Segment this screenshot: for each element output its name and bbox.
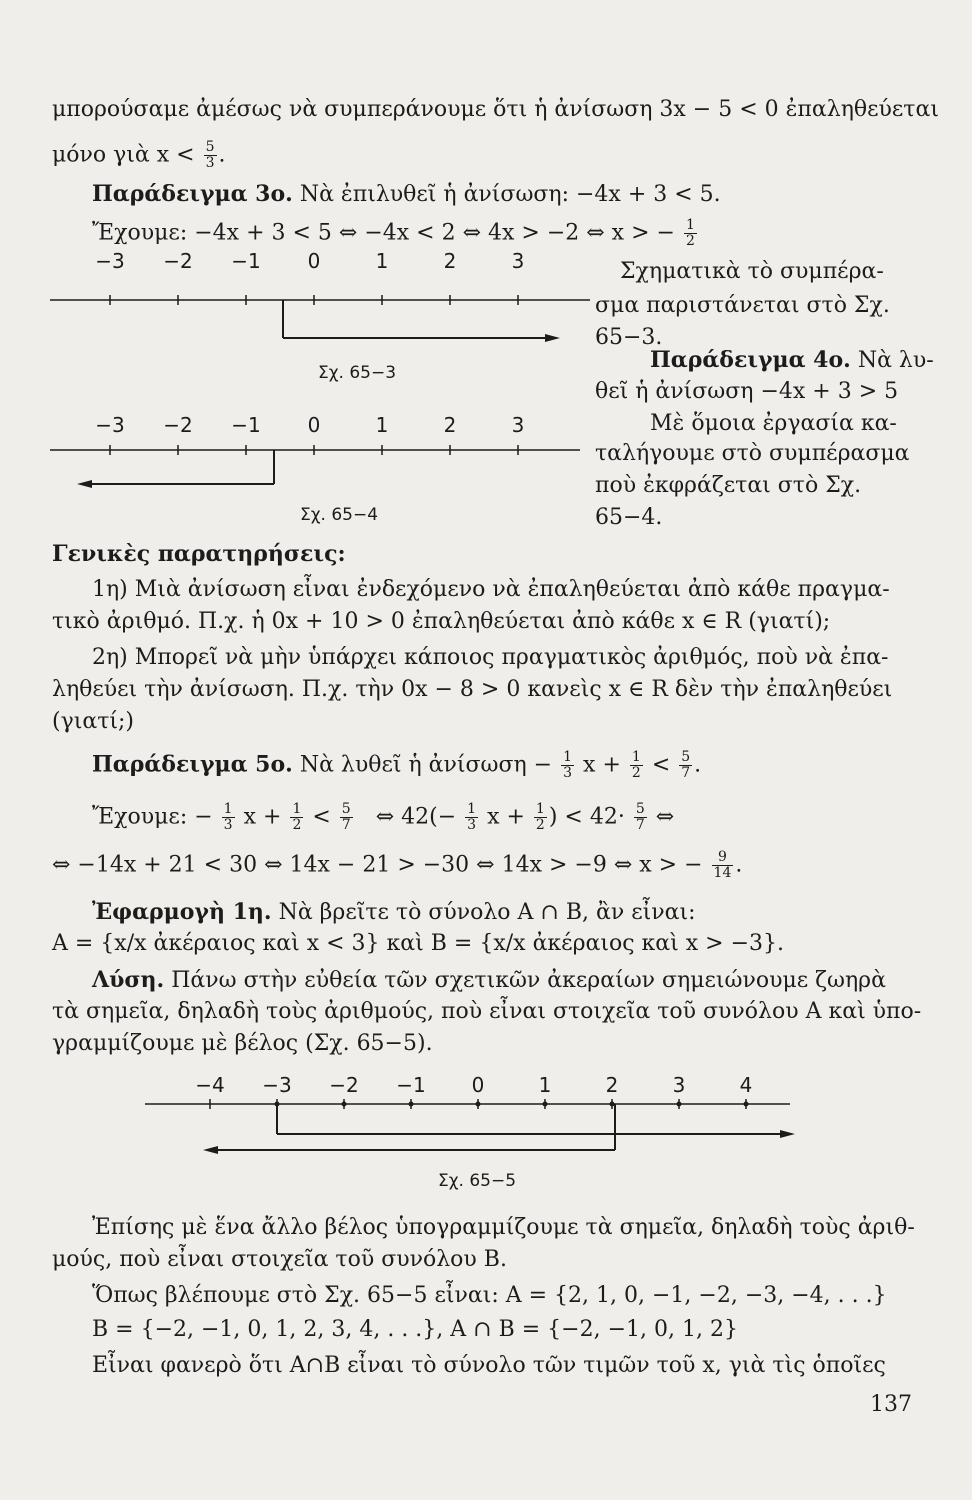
highlighted-point	[610, 1102, 615, 1107]
intro-line-2: μόνο γιὰ x < $\frac{5}{3}$ .	[52, 139, 226, 171]
tick-label: −2	[163, 413, 193, 437]
tick-label: −3	[95, 249, 125, 273]
after-line-5: Εἶναι φανερὸ ὅτι A∩B εἶναι τὸ σύνολο τῶν τιμῶν τοῦ x, γιὰ τὶς ὁποῖες	[92, 1353, 886, 1378]
tick-label: −4	[195, 1073, 225, 1097]
example-3-heading: Παράδειγμα 3ο.	[92, 181, 293, 207]
highlighted-point	[677, 1102, 682, 1107]
highlighted-point	[409, 1102, 414, 1107]
side-text-3: 65−3.	[595, 325, 663, 350]
after-line-2: μούς, ποὺ εἶναι στοιχεῖα τοῦ συνόλου B.	[52, 1247, 507, 1272]
application-1: Ἐφαρμογὴ 1η. Νὰ βρεῖτε τὸ σύνολο A ∩ B, ἂν εἶναι:	[92, 899, 696, 925]
tick-label: 4	[739, 1073, 753, 1097]
tick-label: −1	[396, 1073, 426, 1097]
tick-label: −2	[163, 249, 193, 273]
side-text-1: Σχηματικὰ τὸ συμπέρα-	[620, 259, 884, 284]
highlighted-point	[744, 1102, 749, 1107]
tick-label: −2	[329, 1073, 359, 1097]
side-text-2: σμα παριστάνεται στὸ Σχ.	[595, 293, 890, 318]
after-line-3: Ὅπως βλέπουμε στὸ Σχ. 65−5 εἶναι: A = {2, 1, 0, −1, −2, −3, −4, . . .}	[92, 1283, 887, 1308]
solution-line-1: Λύση. Πάνω στὴν εὐθεία τῶν σχετικῶν ἀκεραίων σημειώνουμε ζωηρὰ	[92, 967, 886, 993]
tick-label: 2	[605, 1073, 619, 1097]
example-4-line-3: Μὲ ὅμοια ἐργασία κα-	[650, 411, 897, 436]
example-5-solution: Ἔχουμε: − $\frac{1}{3}$ x + $\frac{1}{2}$ < $\frac{5}{7}$ ⇔ 42(− $\frac{1}{3}$ x + $\frac{1}{2}$ ) < 42· $\frac{5}{7}$ ⇔	[92, 801, 675, 833]
application-1-heading: Ἐφαρμογὴ 1η.	[92, 899, 272, 925]
figure-caption: Σχ. 65−3	[318, 363, 397, 383]
example-4-line-4: ταλήγουμε στὸ συμπέρασμα	[595, 441, 910, 466]
tick-label: 0	[307, 249, 321, 273]
remark-2-line-2: ληθεύει τὴν ἀνίσωση. Π.χ. τὴν 0x − 8 > 0 κανεὶς x ∈ R δὲν τὴν ἐπαληθεύει	[52, 677, 893, 702]
tick-label: 1	[538, 1073, 552, 1097]
set-b-arrow-head	[780, 1130, 795, 1138]
set-a-arrow-head	[203, 1146, 218, 1154]
example-4-line-6: 65−4.	[595, 505, 663, 530]
example-5-heading: Παράδειγμα 5ο.	[92, 751, 293, 778]
after-line-4: B = {−2, −1, 0, 1, 2, 3, 4, . . .}, A ∩ B = {−2, −1, 0, 1, 2}	[92, 1317, 738, 1342]
page-number: 137	[870, 1392, 912, 1417]
figure-caption: Σχ. 65−5	[438, 1171, 517, 1191]
tick-label: 1	[375, 413, 389, 437]
tick-label: 0	[307, 413, 321, 437]
solution-line-3: γραμμίζουμε μὲ βέλος (Σχ. 65−5).	[52, 1031, 433, 1056]
after-line-1: Ἐπίσης μὲ ἕνα ἄλλο βέλος ὑπογραμμίζουμε τὰ σημεῖα, δηλαδὴ τοὺς ἀριθ-	[92, 1215, 915, 1240]
tick-label: −3	[95, 413, 125, 437]
remark-2-line-1: 2η) Μπορεῖ νὰ μὴν ὑπάρχει κάποιος πραγματικὸς ἀριθμός, ποὺ νὰ ἐπα-	[92, 645, 889, 670]
solution-heading: Λύση.	[92, 967, 165, 993]
tick-label: 0	[471, 1073, 485, 1097]
example-5: Παράδειγμα 5ο. Νὰ λυθεῖ ἡ ἀνίσωση − $\frac{1}{3}$ x + $\frac{1}{2}$ < $\frac{5}{7}$ .	[92, 749, 702, 781]
tick-label: 3	[511, 249, 525, 273]
example-4: Παράδειγμα 4ο. Νὰ λυ-	[650, 347, 934, 373]
highlighted-point	[342, 1102, 347, 1107]
tick-label: 2	[443, 249, 457, 273]
solution-line-2: τὰ σημεῖα, δηλαδὴ τοὺς ἀριθμούς, ποὺ εἶναι στοιχεῖα τοῦ συνόλου A καὶ ὑπο-	[52, 999, 922, 1024]
tick-label: −3	[262, 1073, 292, 1097]
example-3-text: Νὰ ἐπιλυθεῖ ἡ ἀνίσωση: −4x + 3 < 5.	[299, 182, 721, 207]
example-4-heading: Παράδειγμα 4ο.	[650, 347, 851, 373]
fraction-1-2: $\frac{1}{2}$	[685, 217, 695, 249]
remark-1-line-2: τικὸ ἀριθμό. Π.χ. ἡ 0x + 10 > 0 ἐπαληθεύεται ἀπὸ κάθε x ∈ R (γιατί);	[52, 609, 831, 634]
fraction-5-3: $\frac{5}{3}$	[205, 139, 215, 171]
example-5-result: ⇔ −14x + 21 < 30 ⇔ 14x − 21 > −30 ⇔ 14x > −9 ⇔ x > − $\frac{9}{14}$ .	[52, 849, 743, 881]
tick-label: −1	[231, 413, 261, 437]
intro-line-1: μπορούσαμε ἀμέσως νὰ συμπεράνουμε ὅτι ἡ ἀνίσωση 3x − 5 < 0 ἐπαληθεύεται	[52, 97, 939, 122]
general-remarks-heading: Γενικὲς παρατηρήσεις:	[52, 541, 346, 567]
example-3-solution: Ἔχουμε: −4x + 3 < 5 ⇔ −4x < 2 ⇔ 4x > −2 ⇔ x > − $\frac{1}{2}$	[92, 217, 695, 249]
example-4-line-2: θεῖ ἡ ἀνίσωση −4x + 3 > 5	[595, 379, 899, 404]
tick-label: 1	[375, 249, 389, 273]
example-4-line-5: ποὺ ἐκφράζεται στὸ Σχ.	[595, 473, 862, 498]
application-1-sets: A = {x/x ἀκέραιος καὶ x < 3} καὶ B = {x/x ἀκέραιος καὶ x > −3}.	[52, 931, 785, 956]
figure-caption: Σχ. 65−4	[300, 505, 379, 525]
remark-1-line-1: 1η) Μιὰ ἀνίσωση εἶναι ἐνδεχόμενο νὰ ἐπαληθεύεται ἀπὸ κάθε πραγμα-	[92, 577, 890, 602]
tick-label: 3	[672, 1073, 686, 1097]
tick-label: 2	[443, 413, 457, 437]
tick-label: 3	[511, 413, 525, 437]
tick-label: −1	[231, 249, 261, 273]
highlighted-point	[476, 1102, 481, 1107]
remark-2-line-3: (γιατί;)	[52, 709, 135, 734]
highlighted-point	[543, 1102, 548, 1107]
